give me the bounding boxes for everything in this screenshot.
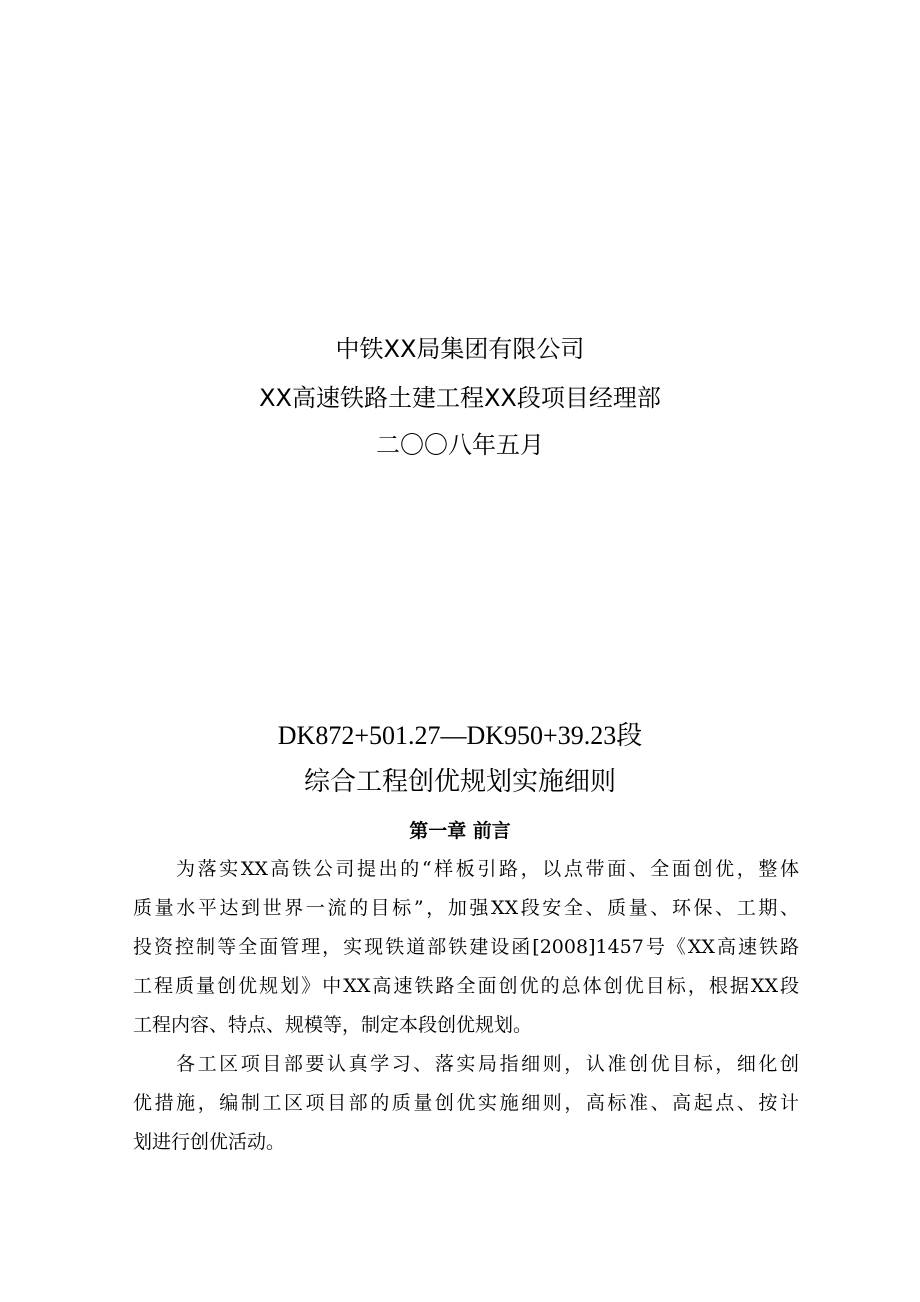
paragraph-2-line: 划进行创优活动。 xyxy=(133,1131,286,1153)
paragraph-2-line: 各工区项目部要认真学习、落实局指细则，认准创优目标，细化创 xyxy=(176,1053,799,1075)
paragraph-1-line: 为落实XX高铁公司提出的“样板引路，以点带面、全面创优，整体 xyxy=(176,858,799,880)
chapter-heading: 第一章 前言 xyxy=(409,820,511,842)
organization-name: 中铁XX局集团有限公司 xyxy=(335,335,585,363)
document-title: 综合工程创优规划实施细则 xyxy=(303,767,616,797)
paragraph-1-line: 投资控制等全面管理，实现铁道部铁建设函[2008]1457号《XX高速铁路 xyxy=(133,936,799,958)
document-date: 二〇〇八年五月 xyxy=(376,431,544,459)
paragraph-1-line: 工程质量创优规划》中XX高速铁路全面创优的总体创优目标，根据XX段 xyxy=(133,975,799,997)
department-name: XX高速铁路土建工程XX段项目经理部 xyxy=(259,384,661,412)
document-title-section: DK872+501.27—DK950+39.23段 xyxy=(277,721,643,750)
paragraph-2-line: 优措施，编制工区项目部的质量创优实施细则，高标准、高起点、按计 xyxy=(133,1092,799,1114)
paragraph-1-line: 质量水平达到世界一流的目标”，加强XX段安全、质量、环保、工期、 xyxy=(133,897,799,919)
paragraph-1-line: 工程内容、特点、规模等，制定本段创优规划。 xyxy=(133,1014,533,1036)
